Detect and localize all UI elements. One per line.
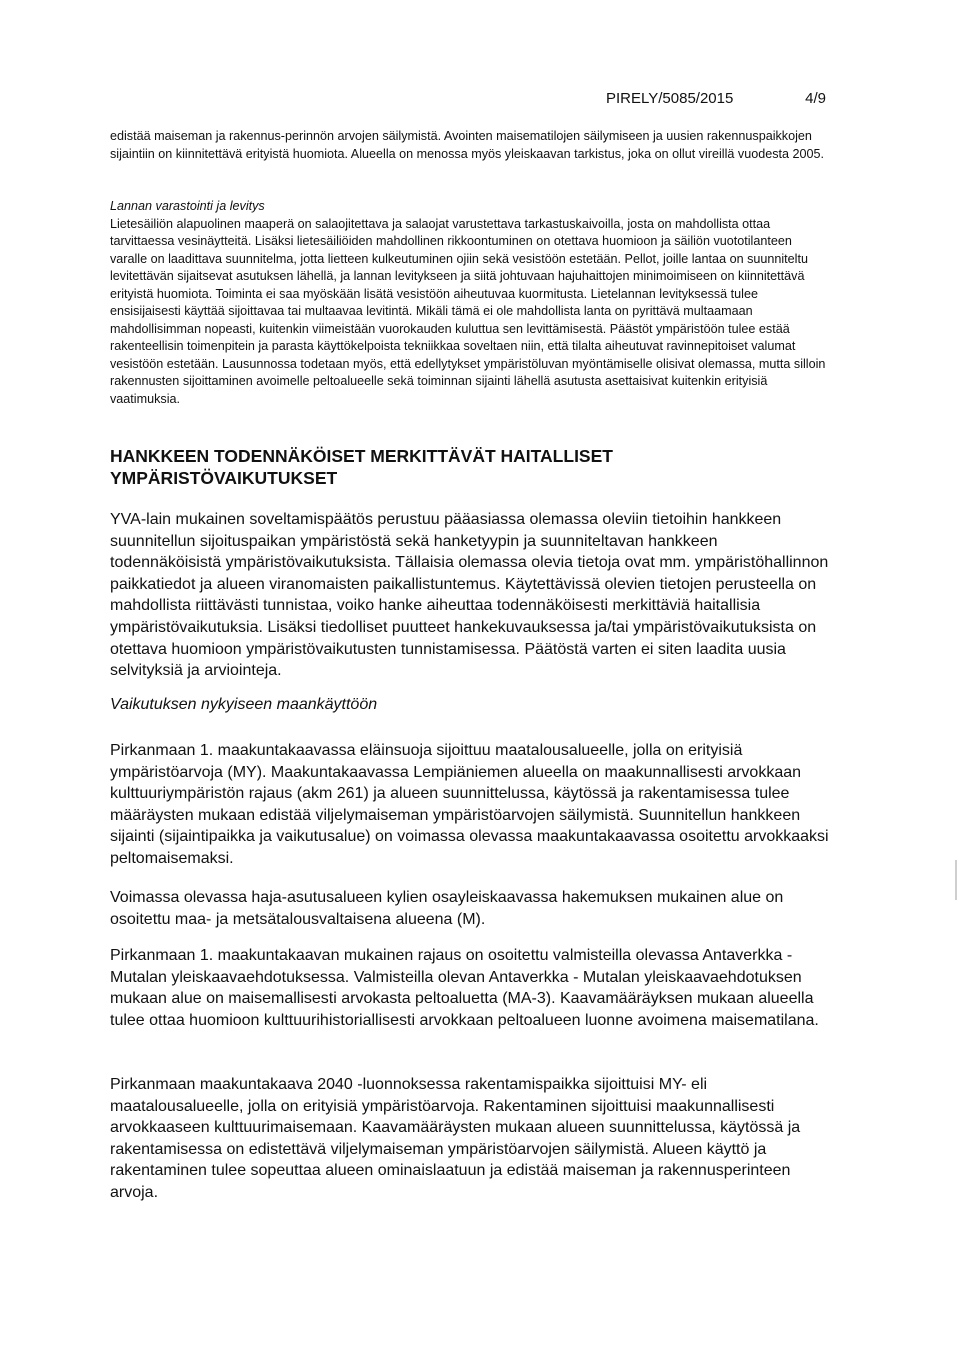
paragraph-yva: YVA-lain mukainen soveltamispäätös perustuu pääasiassa olemassa oleviin tietoihin hankkeen suunnitellun sijoituspaikan ympäristöstä sekä hanketyypin ja suunniteltavan hankkeen todennäköisistä ympäristövaikutuksista. Tällaisia olemassa olevia tietoja ovat mm. ympäristöhallinnon paikkatiedot ja alueen viranomaisten paikallistuntemus. Käytettävissä olevien tietojen perusteella on mahdollista riittävästi tunnistaa, voiko hanke aiheuttaa todennäköisesti merkittäviä haitallisia ympäristövaikutuksia. Lisäksi tiedolliset puutteet hankekuvauksessa ja/tai ympäristövaikutuksista on otettava huomioon ympäristövaikutusten tunnistamisessa. Päätöstä varten ei siten laadita uusia selvityksiä ja arviointeja. [110, 511, 829, 680]
subheading-maankaytto: Vaikutuksen nykyiseen maankäyttöön [110, 696, 378, 713]
subtitle-lannan-varastointi: Lannan varastointi ja levitys [110, 199, 265, 213]
section-intro [110, 128, 830, 163]
paragraph-maakuntakaava: Pirkanmaan 1. maakuntakaavassa eläinsuoja sijoittuu maatalousalueelle, jolla on erityisiä ympäristöarvoja (MY). Maakuntakaavassa Lempiäniemen alueella on maakunnallisesti arvokkaan kulttuuriympäristön rajaus (akm 261) ja alueen suunnittelussa, käytössä ja rakentamisessa tulee määräysten mukaan edistää viljelymaiseman ympäristöarvojen säilymistä. Suunnitellun hankkeen sijainti (sijaintipaikka ja vaikutusalue) on voimassa olevassa maakuntakaavassa osoitettu arvokkaaksi peltomaisemaksi. [110, 742, 829, 867]
paragraph-lanta: Lietesäiliön alapuolinen maaperä on salaojitettava ja salaojat varustettava tarkastuskaivoilla, josta on mahdollista ottaa tarvittaessa vesinäytteitä. Lisäksi lietesäiliöiden mahdollinen rikkoontuminen on otettava huomioon ja säiliön vuototilanteen varalle on laadittava suunnitelma, jotta lietteen kulkeutuminen ojiin sekä vesistöön estetään. Pellot, joille lantaa on suunniteltu levitettävän sijaitsevat asutuksen lähellä, ja lannan levitykseen ja siitä johtuvaan hajuhaittojen minimoimiseen on kiinnitettävä erityistä huomiota. Toiminta ei saa myöskään lisätä vesistöön aiheutuvaa kuormitusta. Lietelannan levityksessä tulee ensisijaisesti käyttää sijoittavaa tai multaavaa levitintä. Mikäli tämä ei ole mahdollista lanta on pyrittävä multaamaan mahdollisimman nopeasti, kuitenkin viimeistään vuorokauden kuluttua sen levittämisestä. Päästöt ympäristöön tulee estää rakenteellisin toimenpitein ja parasta käyttökelpoista tekniikkaa soveltaen niin, että tilalta aiheutuvat ravinnepitoiset valumat vesistöön estetään. Lausunnossa todetaan myös, että edellytykset ympäristöluvan myöntämiselle olisivat olemassa, mutta silloin rakennusten sijoittaminen avoimelle peltoalueelle sekä toiminnan sijainti lähellä asutusta asettaisivat kuitenkin erityisiä vaatimuksia. [110, 216, 826, 406]
main-heading: HANKKEEN TODENNÄKÖISET MERKITTÄVÄT HAITALLISET YMPÄRISTÖVAIKUTUKSET [110, 446, 613, 488]
paragraph-yleiskaavaehdotus: Pirkanmaan 1. maakuntakaavan mukainen rajaus on osoitettu valmisteilla olevassa Antaverkka - Mutalan yleiskaavaehdotuksessa. Valmisteilla olevan Antaverkka - Mutalan yleiskaavaehdotuksen mukaan alue on maisemallisesti arvokasta peltoaluetta (MA-3). Kaavamääräyksen mukaan alueella tulee ottaa huomioon kulttuurihistoriallisesti arvokkaan peltoalueen luonne avoimena maisematilana. [110, 947, 819, 1029]
paragraph-intro: edistää maiseman ja rakennus-perinnön arvojen säilymistä. Avointen maisematilojen säilymiseen ja uusien rakennuspaikkojen sijaintiin on kiinnitettävä erityistä huomiota. Alueella on menossa myös yleiskaavan tarkistus, joka on ollut vireillä vuodesta 2005. [110, 129, 825, 161]
paragraph-osayleiskaava: Voimassa olevassa haja-asutusalueen kylien osayleiskaavassa hakemuksen mukainen alue on osoitettu maa- ja metsätalousvaltaisena alueena (M). [110, 889, 784, 928]
reference-number: PIRELY/5085/2015 [606, 90, 734, 107]
scan-edge-mark [955, 860, 957, 900]
section-lanta [110, 198, 830, 408]
page-number: 4/9 [805, 90, 826, 107]
paragraph-maakuntakaava-2040: Pirkanmaan maakuntakaava 2040 -luonnoksessa rakentamispaikka sijoittuisi MY- eli maatalousalueelle, jolla on erityisiä ympäristöarvoja. Rakentaminen sijoittuisi maakunnallisesti arvokkaaseen kulttuurimaisemaan. Kaavamääräysten mukaan alueen suunnittelussa, käytössä ja rakentamisessa on edistettävä viljelymaiseman ympäristöarvojen säilymistä. Alueen käyttö ja rakentaminen tulee sopeuttaa alueen ominaislaatuun ja edistää maiseman ja rakennusperinteen arvoja. [110, 1076, 801, 1201]
